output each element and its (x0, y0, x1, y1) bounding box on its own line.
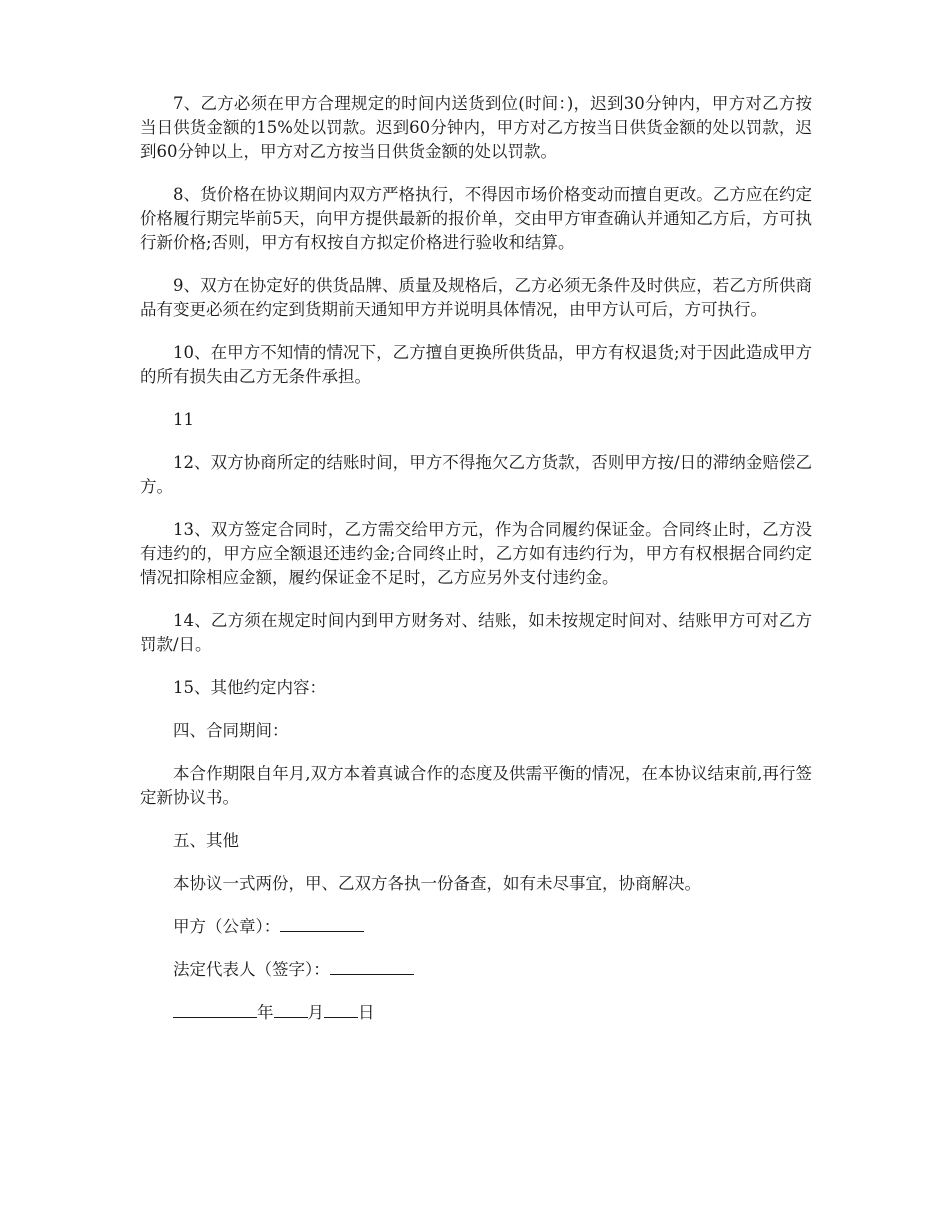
clause-10: 10、在甲方不知情的情况下，乙方擅自更换所供货品，甲方有权退货;对于因此造成甲方的所有损失由乙方无条件承担。 (140, 343, 812, 386)
clause-14: 14、乙方须在规定时间内到甲方财务对、结账，如未按规定时间对、结账甲方可对乙方罚款/日。 (140, 611, 812, 654)
date-day-blank[interactable] (324, 1001, 358, 1018)
date-line (140, 1001, 812, 1025)
clause-12: 12、双方协商所定的结账时间，甲方不得拖欠乙方货款，否则甲方按/日的滞纳金赔偿乙方。 (140, 453, 812, 496)
copies-text: 本协议一式两份，甲、乙双方各执一份备查，如有未尽事宜，协商解决。 (173, 874, 701, 893)
clause-11: 11 (173, 410, 194, 429)
date-year-label: 年 (257, 1003, 274, 1022)
date-month-label: 月 (307, 1003, 324, 1022)
clause-9: 9、双方在协定好的供货品牌、质量及规格后，乙方必须无条件及时供应，若乙方所供商品有变更必须在约定到货期前天通知甲方并说明具体情况，由甲方认可后，方可执行。 (140, 276, 812, 319)
clause-8: 8、货价格在协议期间内双方严格执行，不得因市场价格变动而擅自更改。乙方应在约定价格履行期完毕前5天，向甲方提供最新的报价单，交由甲方审查确认并通知乙方后，方可执行新价格;否则，甲方有权按自方拟定价格进行验收和结算。 (140, 185, 812, 252)
party-a-seal-label: 甲方（公章）： (173, 917, 281, 936)
clause-15: 15、其他约定内容： (173, 678, 326, 697)
legal-rep-blank[interactable] (330, 958, 414, 975)
legal-rep-line (140, 958, 812, 982)
date-year-blank[interactable] (173, 1001, 257, 1018)
section-other-heading: 五、其他 (173, 831, 239, 850)
date-day-label: 日 (358, 1003, 375, 1022)
legal-rep-label: 法定代表人（签字）： (173, 960, 330, 979)
party-a-seal-blank[interactable] (280, 915, 364, 932)
section-contract-period-heading: 四、合同期间： (173, 721, 289, 740)
date-month-blank[interactable] (274, 1001, 308, 1018)
clause-13: 13、双方签定合同时，乙方需交给甲方元，作为合同履约保证金。合同终止时，乙方没有违约的，甲方应全额退还违约金;合同终止时，乙方如有违约行为，甲方有权根据合同约定情况扣除相应金额，履约保证金不足时，乙方应另外支付违约金。 (140, 520, 812, 587)
party-a-seal-line (140, 915, 812, 939)
contract-period-text: 本合作期限自年月,双方本着真诚合作的态度及供需平衡的情况，在本协议结束前,再行签定新协议书。 (140, 764, 812, 807)
clause-7: 7、乙方必须在甲方合理规定的时间内送货到位(时间：)，迟到30分钟内，甲方对乙方按当日供货金额的15%处以罚款。迟到60分钟内，甲方对乙方按当日供货金额的处以罚款，迟到60分钟以上，甲方对乙方按当日供货金额的处以罚款。 (140, 94, 812, 161)
document-page (140, 92, 812, 1044)
